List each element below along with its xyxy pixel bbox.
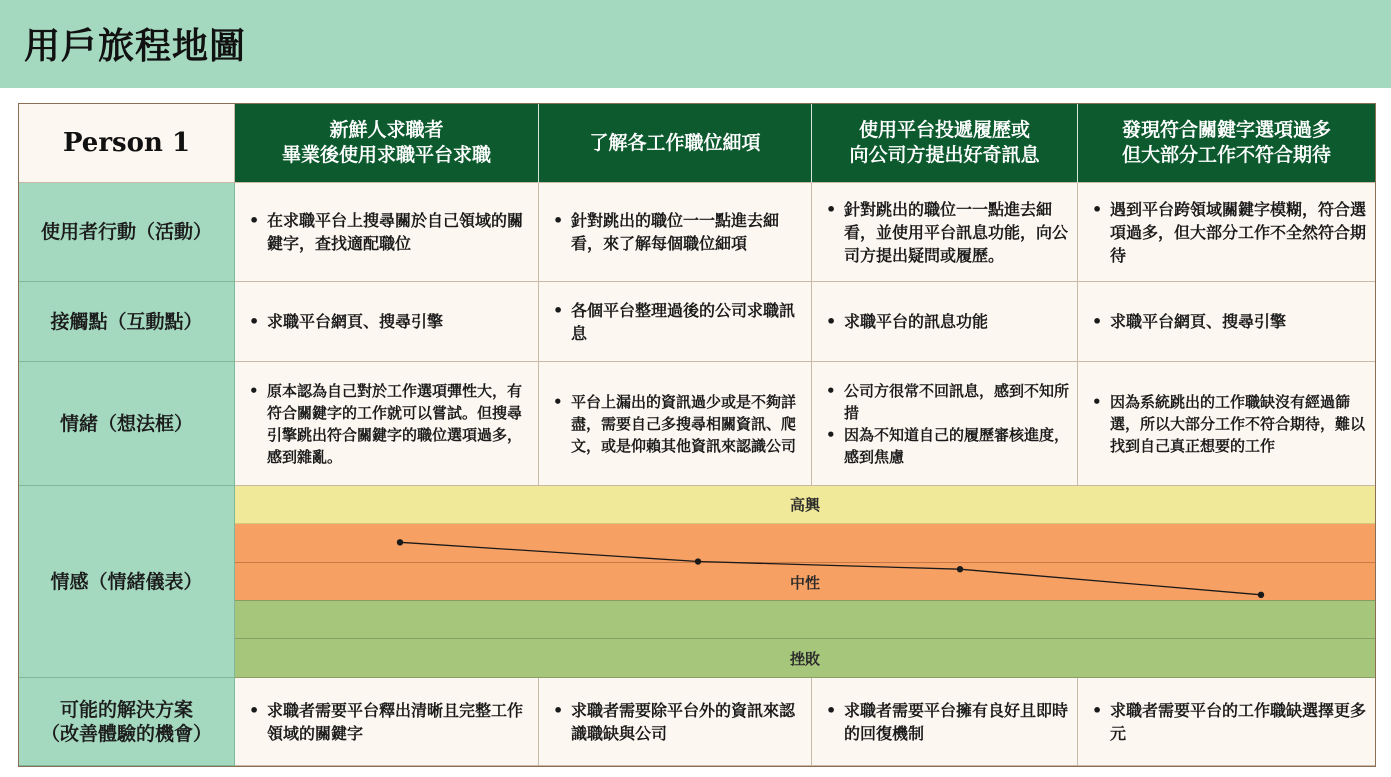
actions-cell-2	[539, 183, 812, 282]
list-item: • 因為不知道自己的履歷審核進度，感到焦慮	[826, 425, 1070, 466]
list-item: • 針對跳出的職位一一點進去細看，來了解每個職位細項	[553, 211, 780, 253]
page-title: 用戶旅程地圖	[24, 26, 247, 67]
list-item: • 原本認為自己對於工作選項彈性大，有符合關鍵字的工作就可以嘗試。但搜尋引擎跳出符合關鍵字的職位選項過多，感到雜亂。	[249, 381, 523, 466]
emotion-point-1	[397, 539, 403, 545]
stage-1-line-2: 畢業後使用求職平台求職	[281, 144, 491, 166]
emotion-level-happy: 高興	[789, 496, 820, 514]
actions-cell-3	[812, 183, 1078, 282]
row-label-solutions-line-1: 可能的解決方案	[59, 698, 193, 721]
list-item: • 針對跳出的職位一一點進去細看，並使用平台訊息功能，向公司方提出疑問或履歷。	[826, 199, 1069, 265]
stage-header-1	[235, 104, 539, 183]
stage-4-line-2: 但大部分工作不符合期待	[1121, 144, 1331, 166]
bullet-icon: •	[1092, 392, 1102, 411]
bullet-icon: •	[553, 211, 564, 230]
thoughts-cell-2	[539, 362, 812, 486]
emotion-point-4	[1258, 592, 1264, 598]
touchpoints-cell-2	[539, 282, 812, 362]
bullet-icon: •	[249, 700, 260, 720]
emotion-curve	[235, 486, 1375, 678]
emotion-level-frustrated: 挫敗	[789, 649, 820, 668]
actions-cell-4	[1078, 183, 1375, 282]
emotion-line	[400, 542, 1261, 594]
stage-4-line-1: 發現符合關鍵字選項過多	[1121, 119, 1331, 141]
thoughts-cell-3	[812, 362, 1078, 486]
bullet-icon: •	[553, 300, 564, 320]
bullet-icon: •	[249, 312, 260, 331]
list-item: • 公司方很常不回訊息，感到不知所措	[826, 381, 1070, 422]
list-item: • 求職平台網頁、搜尋引擎	[249, 312, 444, 331]
thoughts-cell-4	[1078, 362, 1375, 486]
bullet-icon: •	[826, 199, 837, 219]
emotion-level-neutral: 中性	[789, 574, 820, 592]
emotion-point-3	[957, 566, 963, 572]
row-label-thoughts-text: 情緒（想法框）	[59, 412, 193, 435]
row-label-actions-text: 使用者行動（活動）	[40, 221, 212, 243]
actions-cell-1	[235, 183, 539, 282]
list-item: • 因為系統跳出的工作職缺沒有經過篩選，所以大部分工作不符合期待，難以找到自己真正想要的工作	[1092, 392, 1366, 455]
bullet-icon: •	[249, 211, 260, 230]
list-item: • 平台上漏出的資訊過少或是不夠詳盡，需要自己多搜尋相關資訊、爬文，或是仰賴其他資訊來認識公司	[553, 392, 797, 455]
row-label-actions	[19, 183, 235, 282]
persona-cell	[19, 104, 235, 183]
bullet-icon: •	[1092, 700, 1103, 720]
touchpoints-cell-1	[235, 282, 539, 362]
emotion-point-2	[695, 558, 701, 564]
solutions-cell-3	[812, 678, 1078, 766]
stage-2-line-1: 了解各工作職位細項	[589, 131, 761, 154]
bullet-icon: •	[826, 312, 837, 331]
bullet-icon: •	[1092, 312, 1103, 331]
row-label-touchpoints-text: 接觸點（互動點）	[50, 310, 203, 333]
bullet-icon: •	[553, 392, 563, 411]
touchpoints-cell-4	[1078, 282, 1375, 362]
stage-header-2	[539, 104, 812, 183]
list-item: • 遇到平台跨領域關鍵字模糊，符合選項過多，但大部分工作不全然符合期待	[1092, 199, 1367, 265]
page-header	[0, 0, 1391, 88]
stage-3-line-2: 向公司方提出好奇訊息	[849, 144, 1040, 166]
list-item: • 求職者需要平台擁有良好且即時的回復機制	[826, 700, 1069, 743]
solutions-cell-4	[1078, 678, 1375, 766]
stage-1-line-1: 新鮮人求職者	[329, 119, 444, 141]
list-item: • 求職者需要除平台外的資訊來認識職缺與公司	[553, 700, 796, 743]
persona-label: Person 1	[62, 128, 191, 158]
row-label-solutions	[19, 678, 235, 766]
list-item: • 在求職平台上搜尋關於自己領域的關鍵字，查找適配職位	[249, 211, 524, 253]
thoughts-cell-1	[235, 362, 539, 486]
touchpoints-cell-3	[812, 282, 1078, 362]
stage-header-3	[812, 104, 1078, 183]
row-label-emotion-text: 情感（情緒儀表）	[50, 570, 203, 593]
stage-3-line-1: 使用平台投遞履歷或	[858, 119, 1030, 141]
row-label-thoughts	[19, 362, 235, 486]
bullet-icon: •	[1092, 199, 1103, 219]
row-label-touchpoints	[19, 282, 235, 362]
stage-header-4	[1078, 104, 1375, 183]
solutions-cell-2	[539, 678, 812, 766]
bullet-icon: •	[249, 381, 259, 400]
list-item: • 求職平台的訊息功能	[826, 312, 989, 331]
list-item: • 求職者需要平台釋出清晰且完整工作領域的關鍵字	[249, 700, 524, 743]
bullet-icon: •	[553, 700, 564, 720]
bullet-icon: •	[826, 700, 837, 720]
bullet-icon: •	[826, 381, 836, 400]
row-label-emotion	[19, 486, 235, 678]
bullet-icon: •	[826, 425, 836, 444]
list-item: • 求職者需要平台的工作職缺選擇更多元	[1092, 700, 1367, 743]
row-label-solutions-line-2: （改善體驗的機會）	[40, 722, 212, 745]
list-item: • 各個平台整理過後的公司求職訊息	[553, 300, 796, 343]
solutions-cell-1	[235, 678, 539, 766]
list-item: • 求職平台網頁、搜尋引擎	[1092, 312, 1287, 331]
